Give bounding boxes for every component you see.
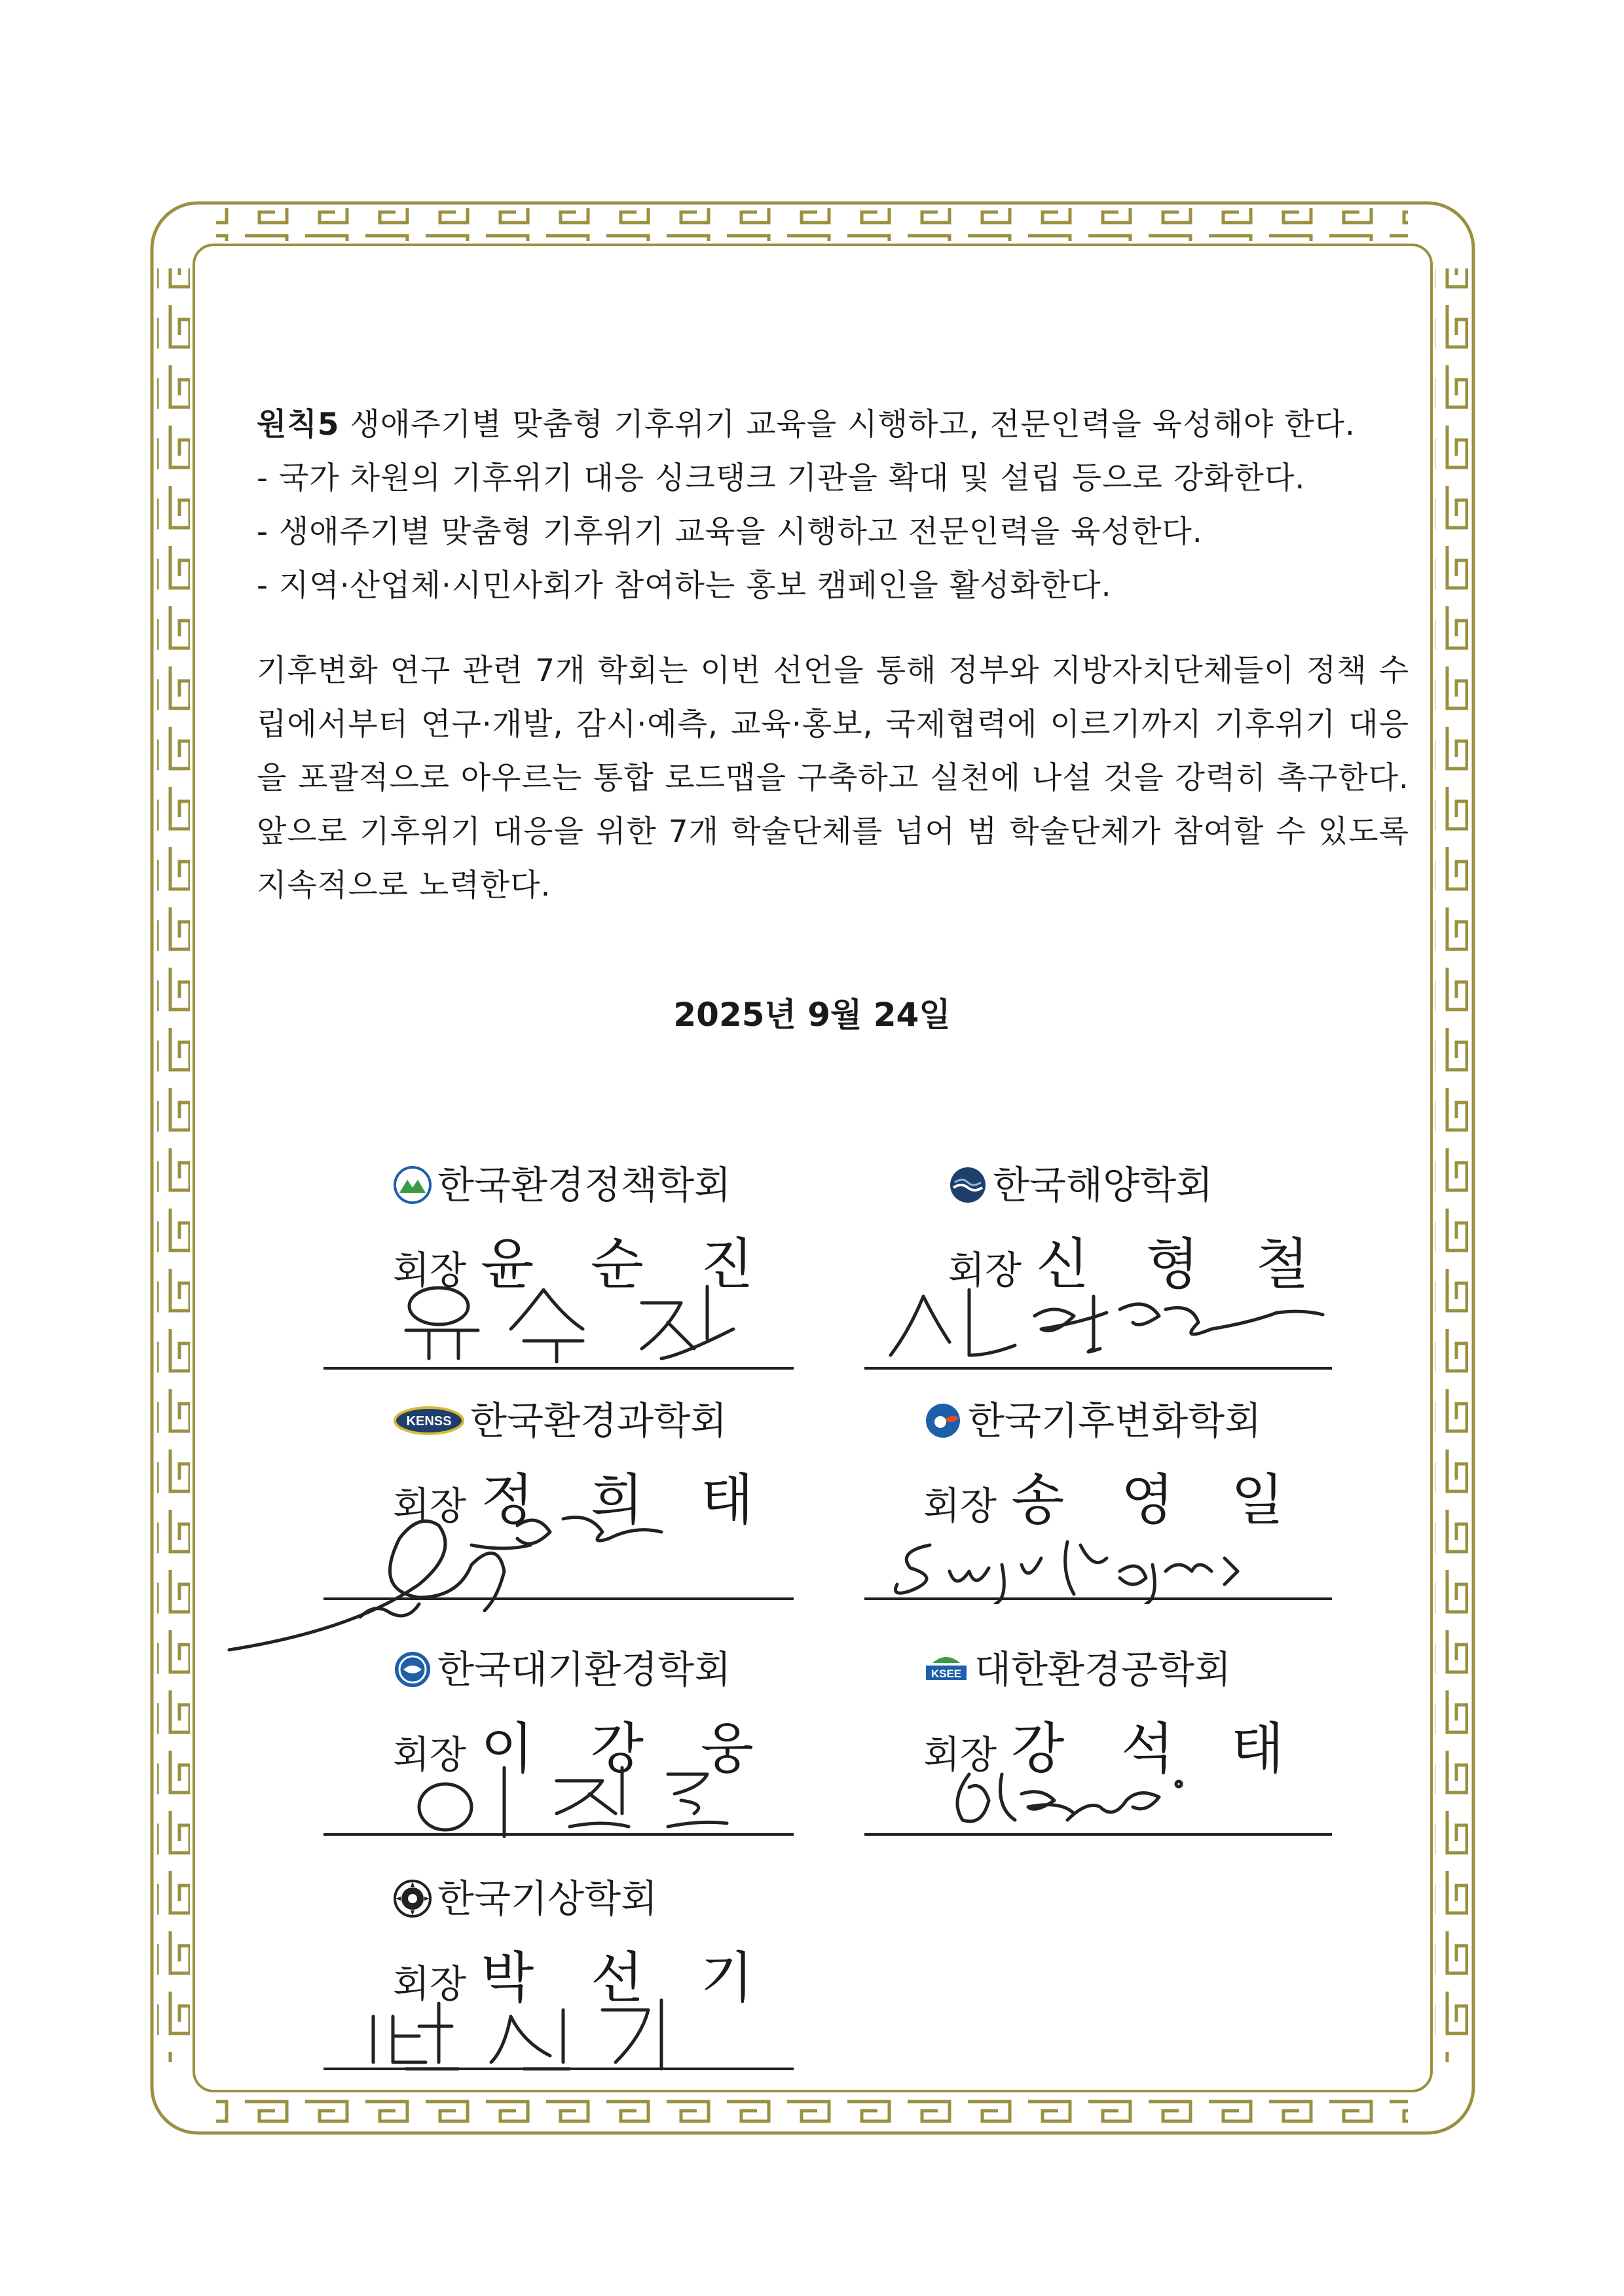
- president-name: 송 영 일: [1011, 1468, 1304, 1532]
- handwritten-signature: [354, 1990, 707, 2075]
- swirl-logo-icon: [923, 1401, 963, 1440]
- kenss-logo-icon: [393, 1401, 465, 1440]
- president-title: 회장: [948, 1248, 1022, 1292]
- principle-item: - 생애주기별 맞춤형 기후위기 교육을 시행하고 전문인력을 육성한다.: [257, 514, 1203, 550]
- president-title: 회장: [393, 1732, 467, 1777]
- signatory-block: [923, 1394, 1395, 1535]
- principle-item: - 지역·산업체·시민사회가 참여하는 홍보 캠페인을 활성화한다.: [257, 568, 1112, 604]
- principle-section: [257, 398, 1409, 613]
- president-title: 회장: [393, 1961, 467, 2006]
- handwritten-signature: [393, 1277, 760, 1368]
- meteorology-seal-logo-icon: [393, 1879, 432, 1918]
- declaration-date: 2025년 9월 24일: [673, 996, 951, 1034]
- handwritten-signature: [223, 1499, 694, 1663]
- president-title: 회장: [393, 1248, 467, 1292]
- org-name: 한국환경과학회: [470, 1398, 728, 1443]
- handwritten-signature: [884, 1283, 1329, 1368]
- org-name: 한국기후변화학회: [968, 1398, 1262, 1443]
- president-name: 윤 순 진: [481, 1232, 773, 1296]
- president-title: 회장: [923, 1484, 997, 1528]
- president-name: 이 강 웅: [481, 1717, 773, 1781]
- mountain-logo-icon: [393, 1165, 432, 1205]
- org-name: 한국해양학회: [993, 1163, 1213, 1207]
- president-name: 박 선 기: [481, 1946, 773, 2010]
- president-name: 신 형 철: [1036, 1232, 1329, 1296]
- president-title: 회장: [393, 1484, 467, 1528]
- president-name: 정 희 태: [481, 1468, 773, 1532]
- principle-item: - 국가 차원의 기후위기 대응 싱크탱크 기관을 확대 및 설립 등으로 강화한다.: [257, 460, 1306, 496]
- principle-label: 원칙5: [257, 407, 340, 443]
- svg-text:KSEE: KSEE: [931, 1667, 962, 1680]
- principle-heading-text: 생애주기별 맞춤형 기후위기 교육을 시행하고, 전문인력을 육성해야 한다.: [339, 407, 1356, 443]
- handwritten-signature: [406, 1755, 747, 1840]
- handwritten-signature: [884, 1532, 1251, 1604]
- president-name: 강 석 태: [1011, 1717, 1304, 1781]
- org-name: 대한환경공학회: [974, 1647, 1232, 1692]
- signatory-block: [948, 1159, 1420, 1300]
- org-name: 한국대기환경학회: [437, 1647, 731, 1692]
- principle-heading: [257, 398, 1409, 452]
- signature-line: [864, 1833, 1332, 1836]
- ocean-globe-logo-icon: [948, 1165, 987, 1205]
- org-name: 한국기상학회: [437, 1876, 658, 1921]
- org-name: 한국환경정책학회: [437, 1163, 731, 1207]
- svg-text:KENSS: KENSS: [406, 1414, 452, 1429]
- president-title: 회장: [923, 1732, 997, 1777]
- ksee-logo-icon: [923, 1650, 969, 1689]
- handwritten-signature: [943, 1761, 1231, 1833]
- declaration-paragraph: 기후변화 연구 관련 7개 학회는 이번 선언을 통해 정부와 지방자치단체들이 정책 수립에서부터 연구·개발, 감시·예측, 교육·홍보, 국제협력에 이르기까지 기후위기 대응을 포괄적으로 아우르는 통합 로드맵을 구축하고 실천에 나설 것을 강력히 촉구한다. 앞으로 기후위기 대응을 위한 7개 학술단체를 넘어 범 학술단체가 참여할 수 있도록 지속적으로 노력한다.: [257, 653, 1409, 903]
